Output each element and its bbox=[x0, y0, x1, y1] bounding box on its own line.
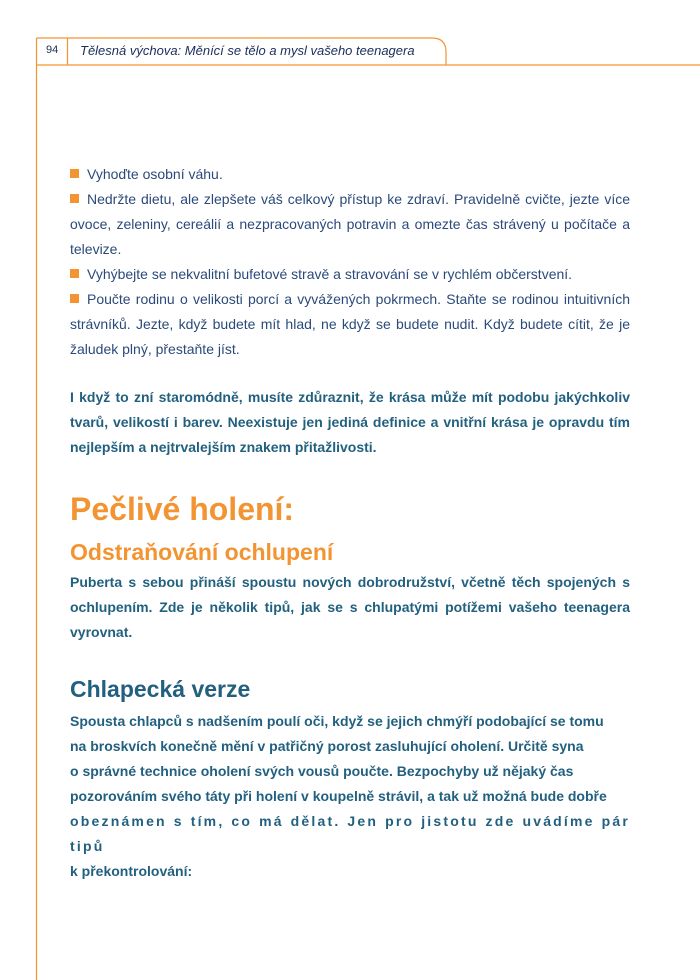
beauty-paragraph: I když to zní staromódně, musíte zdůraznit, že krása může mít podobu jakýchkoliv tvarů, velikostí i barev. Neexistuje jen jediná definice a vnitřní krása je opravdu tím nejlepším a nejtrvalejším znakem přitažlivosti. bbox=[70, 389, 630, 455]
running-title: Tělesná výchova: Měnící se tělo a mysl vašeho teenagera bbox=[80, 43, 415, 58]
section-subtitle: Odstraňování ochlupení bbox=[70, 539, 334, 565]
bullet-square-icon bbox=[70, 194, 79, 203]
section-title: Pečlivé holení: bbox=[70, 491, 295, 527]
section-intro: Puberta s sebou přináší spoustu nových dobrodružství, včetně těch spojených s ochlupením. Zde je několik tipů, jak se s chlupatými potížemi vašeho teenagera vyrovnat. bbox=[70, 574, 630, 640]
paragraph-line: pozorováním svého táty při holení v koupelně strávil, a tak už možná bude dobře bbox=[70, 788, 607, 804]
paragraph-line: o správné technice oholení svých vousů poučte. Bezpochyby už nějaký čas bbox=[70, 763, 574, 779]
bullet-square-icon bbox=[70, 269, 79, 278]
paragraph-line: Spousta chlapců s nadšením poulí oči, když se jejich chmýří podobající se tomu bbox=[70, 713, 604, 729]
boys-version-paragraph bbox=[70, 709, 630, 884]
bullet-square-icon bbox=[70, 169, 79, 178]
list-item: Nedržte dietu, ale zlepšete váš celkový přístup ke zdraví. Pravidelně cvičte, jezte více ovoce, zeleniny, cereálií a nezpracovaných potravin a omezte čas strávený u počítače a televize. bbox=[70, 191, 630, 257]
bullet-square-icon bbox=[70, 294, 79, 303]
list-item: Poučte rodinu o velikosti porcí a vyvážených pokrmech. Staňte se rodinou intuitivních strávníků. Jezte, když budete mít hlad, ne když se budete nudit. Když budete cítit, že je žaludek plný, přestaňte jíst. bbox=[70, 291, 630, 357]
paragraph-line: obeznámen s tím, co má dělat. Jen pro jistotu zde uvádíme pár tipů bbox=[70, 813, 630, 854]
advice-list bbox=[70, 162, 630, 362]
page-content bbox=[70, 162, 630, 884]
paragraph-line: na broskvích konečně mění v patřičný porost zasluhující oholení. Určitě syna bbox=[70, 738, 584, 754]
list-item: Vyhoďte osobní váhu. bbox=[70, 162, 630, 187]
paragraph-line: k překontrolování: bbox=[70, 863, 193, 879]
boys-version-title: Chlapecká verze bbox=[70, 676, 251, 702]
page-number: 94 bbox=[46, 44, 59, 56]
list-item: Vyhýbejte se nekvalitní bufetové stravě a stravování se v rychlém občerstvení. bbox=[70, 262, 630, 287]
